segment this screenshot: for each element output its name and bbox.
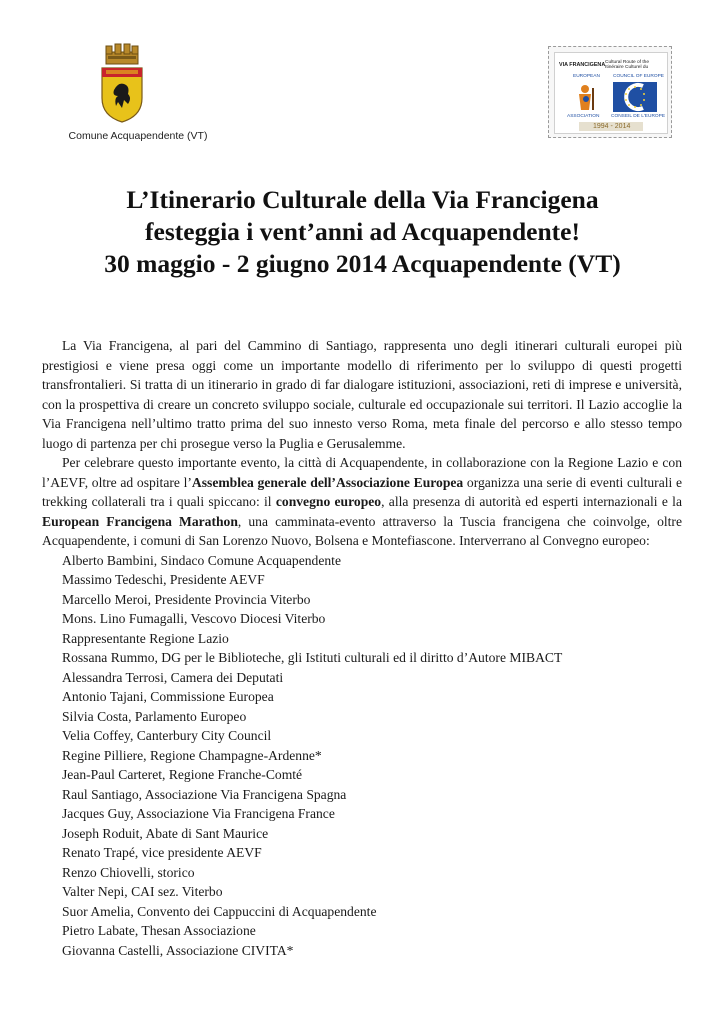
speaker-item: Renato Trapé, vice presidente AEVF xyxy=(62,845,262,860)
event-text-2: organizza una serie di eventi culturali e trekking collaterali tra i quali spiccano: il xyxy=(42,474,682,509)
speaker-item: Joseph Roduit, Abate di Sant Maurice xyxy=(62,825,269,841)
comune-caption: Comune Acquapendente (VT) xyxy=(68,130,208,142)
event-text-4: , una camminata-evento attraverso la Tuscia francigena che coinvolge, oltre Acquapendente, i comuni di San Lorenzo Nuovo, Bolsena e Montefiascone. Interverrano al Convegno europeo: xyxy=(42,513,682,548)
speaker-item: Velia Coffey, Canterbury City Council xyxy=(62,728,272,743)
stamp-association-label: ASSOCIATION xyxy=(567,114,600,119)
stamp-brand-text: VIA FRANCIGENA xyxy=(559,62,606,68)
title-line-3: 30 maggio - 2 giugno 2014 Acquapendente (VT) xyxy=(104,249,621,278)
speaker-item: Regine Pilliere, Regione Champagne-Ardenne* xyxy=(62,747,322,763)
title-line-1: L’Itinerario Culturale della Via Francigena xyxy=(126,185,599,214)
via-francigena-stamp-logo xyxy=(548,46,672,138)
speaker-item: Raul Santiago, Associazione Via Francigena Spagna xyxy=(62,786,347,802)
stamp-conseil-label: CONSEIL DE L'EUROPE xyxy=(611,114,666,119)
stamp-route-fr: Itinéraire Culturel du xyxy=(605,65,649,70)
speaker-item: Alberto Bambini, Sindaco Comune Acquapendente xyxy=(62,552,341,568)
speaker-item: Mons. Lino Fumagalli, Vescovo Diocesi Viterbo xyxy=(62,611,326,626)
speaker-item: Jacques Guy, Associazione Via Francigena France xyxy=(62,806,335,821)
speaker-list xyxy=(42,551,682,961)
marathon-highlight: European Francigena Marathon xyxy=(42,513,238,529)
assembly-highlight: Assemblea generale dell’Associazione Europea xyxy=(191,474,464,490)
intro-paragraph: La Via Francigena, al pari del Cammino di Santiago, rappresenta uno degli itinerari culturali europei più prestigiosi e viene presa oggi come un importante modello di riferimento per lo sviluppo di questi progetti transfrontalieri. Si tratta di un itinerario in grado di far dialogare istituzioni, associazioni, reti di imprese e università, con la prospettiva di creare un concreto sviluppo sociale, culturale ed occupazionale sui territori. Il Lazio accoglie la Via Francigena nell’ultimo tratto prima del suo innesto verso Roma, meta finale del percorso e allo stesso tempo luogo di partenza per chi prosegue verso la Puglia e Gerusalemme. xyxy=(42,338,682,451)
council-of-europe-icon xyxy=(613,82,657,112)
speaker-item: Jean-Paul Carteret, Regione Franche-Comté xyxy=(62,767,303,782)
event-paragraph xyxy=(42,453,682,551)
speaker-item: Rappresentante Regione Lazio xyxy=(62,630,229,646)
speaker-item: Renzo Chiovelli, storico xyxy=(62,864,195,880)
stamp-years: 1994 - 2014 xyxy=(593,123,631,130)
speaker-item: Rossana Rummo, DG per le Biblioteche, gli Istituti culturali ed il diritto d’Autore MIBACT xyxy=(62,650,563,665)
speaker-item: Marcello Meroi, Presidente Provincia Viterbo xyxy=(62,591,311,607)
speaker-item: Valter Nepi, CAI sez. Viterbo xyxy=(62,884,223,899)
pilgrim-icon xyxy=(565,82,607,112)
stamp-european-label: EUROPEAN xyxy=(573,74,600,79)
event-text-1: Per celebrare questo importante evento, la città di Acquapendente, in collaborazione con la Regione Lazio e con l’AEVF, oltre ad ospitare l’ xyxy=(42,455,682,490)
convegno-highlight: convegno europeo xyxy=(275,494,382,509)
speaker-item: Pietro Labate, Thesan Associazione xyxy=(62,923,256,938)
speaker-item: Silvia Costa, Parlamento Europeo xyxy=(62,708,247,724)
page-title xyxy=(0,184,725,280)
speaker-item: Alessandra Terrosi, Camera dei Deputati xyxy=(62,669,284,685)
stamp-route-en: Cultural Route of the xyxy=(605,60,649,65)
document-body xyxy=(42,336,682,960)
speaker-item: Massimo Tedeschi, Presidente AEVF xyxy=(62,572,265,587)
stamp-council-label: COUNCIL OF EUROPE xyxy=(613,74,664,79)
speaker-item: Giovanna Castelli, Associazione CIVITA* xyxy=(62,942,294,958)
speaker-item: Suor Amelia, Convento dei Cappuccini di Acquapendente xyxy=(62,903,377,919)
title-line-2: festeggia i vent’anni ad Acquapendente! xyxy=(145,217,580,246)
speaker-item: Antonio Tajani, Commissione Europea xyxy=(62,689,274,704)
event-text-3: , alla presenza di autorità ed esperti internazionali e la xyxy=(381,494,682,509)
comune-crest-icon xyxy=(96,40,148,124)
